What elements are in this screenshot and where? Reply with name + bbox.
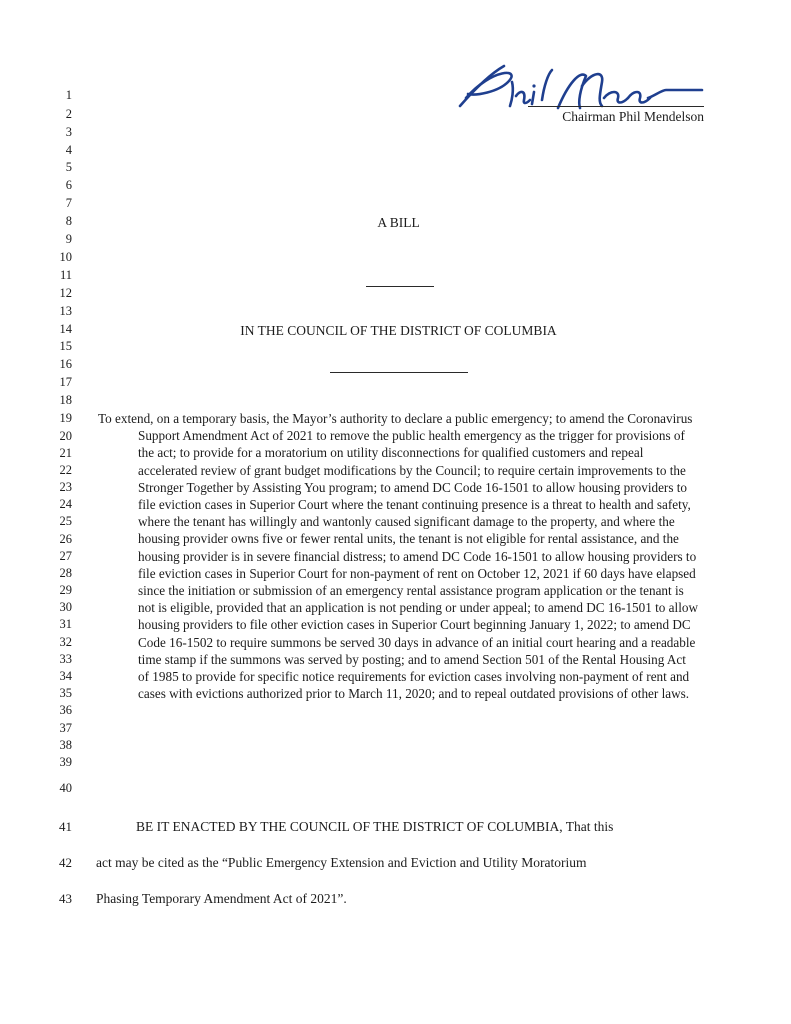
signature-caption: Chairman Phil Mendelson <box>562 109 704 124</box>
long-title-text: To extend, on a temporary basis, the Mayor’s authority to declare a public emergency; to amend the Coronavirus Support Amendment Act of 2021 to remove the public health emergency as the trigger for provisions of the act; to provide for a moratorium on utility disconnections for qualified customers and repeal accelerated review of grant budget modifications by the Council; to require certain improvements to the Stronger Together by Assisting You program; to amend DC Code 16-1501 to allow housing providers to file eviction cases in Superior Court where the tenant continuing presence is a threat to health and safety, where the tenant has willingly and wantonly caused significant damage to the property, and where the housing provider owns five or fewer rental units, the tenant is not eligible for rental assistance, and the housing provider is in severe financial distress; to amend DC Code 16-1501 to allow housing providers to file eviction cases in Superior Court for non-payment of rent on October 12, 2021 if 60 days have elapsed since the initiation or submission of an emergency rental assistance program application or the tenant is not is eligible, provided that an application is not pending or under appeal; to amend DC 16-1501 to allow housing providers to file other eviction cases in Superior Court beginning January 1, 2022; to amend DC Code 16-1502 to require summons be served 30 days in advance of an initial court hearing and a readable time stamp if the summons was served by posting; and to amend Section 501 of the Rental Housing Act of 1985 to provide for specific notice requirements for eviction cases involving non-payment of rent and cases with evictions authorized prior to March 11, 2020; and to repeal outdated provisions of other laws. <box>98 411 698 702</box>
line-number: 17 <box>59 375 72 389</box>
line-number: 1 <box>65 88 72 102</box>
long-title <box>98 410 698 702</box>
line-number: 6 <box>65 178 72 192</box>
line-number: 14 <box>59 322 72 336</box>
line-number: 19 <box>59 411 72 425</box>
line-number: 42 <box>59 855 72 870</box>
enacting-clause: BE IT ENACTED BY THE COUNCIL OF THE DISTRICT OF COLUMBIA, That this <box>136 819 614 834</box>
bill-label: A BILL <box>377 215 420 230</box>
line-number: 15 <box>59 339 72 353</box>
line-number: 35 <box>59 686 72 700</box>
line-number: 26 <box>59 532 72 546</box>
blank-bill-number-rule <box>366 286 434 287</box>
line-number: 20 <box>59 429 72 443</box>
line-number: 30 <box>59 600 72 614</box>
line-number: 27 <box>59 549 72 563</box>
line-number: 25 <box>59 514 72 528</box>
line-number: 40 <box>59 781 72 795</box>
signature-rule <box>528 106 704 107</box>
line-number: 3 <box>65 125 72 139</box>
council-heading: IN THE COUNCIL OF THE DISTRICT OF COLUMBIA <box>240 323 557 338</box>
line-number: 8 <box>65 214 72 228</box>
line-number: 32 <box>59 635 72 649</box>
line-number: 7 <box>65 196 72 210</box>
line-number: 10 <box>59 250 72 264</box>
line-number: 34 <box>59 669 72 683</box>
line-number: 4 <box>65 143 72 157</box>
line-number: 33 <box>59 652 72 666</box>
line-number: 29 <box>59 583 72 597</box>
line-number: 22 <box>59 463 72 477</box>
line-number: 28 <box>59 566 72 580</box>
line-number: 13 <box>59 304 72 318</box>
line-number: 41 <box>59 819 72 834</box>
line-number: 9 <box>65 232 72 246</box>
line-number: 24 <box>59 497 72 511</box>
line-number: 16 <box>59 357 72 371</box>
heading-rule <box>330 372 468 373</box>
short-title-line: Phasing Temporary Amendment Act of 2021”. <box>96 891 347 906</box>
line-number: 43 <box>59 891 72 906</box>
line-number: 5 <box>65 160 72 174</box>
line-number: 31 <box>59 617 72 631</box>
line-number: 21 <box>59 446 72 460</box>
line-number: 36 <box>59 703 72 717</box>
line-number: 37 <box>59 721 72 735</box>
line-number: 12 <box>59 286 72 300</box>
line-number: 18 <box>59 393 72 407</box>
short-title-line: act may be cited as the “Public Emergency Extension and Eviction and Utility Moratorium <box>96 855 587 870</box>
line-number: 38 <box>59 738 72 752</box>
line-number: 23 <box>59 480 72 494</box>
chairman-signature <box>452 60 712 116</box>
line-number: 39 <box>59 755 72 769</box>
line-number: 2 <box>65 107 72 121</box>
line-number: 11 <box>59 268 72 282</box>
